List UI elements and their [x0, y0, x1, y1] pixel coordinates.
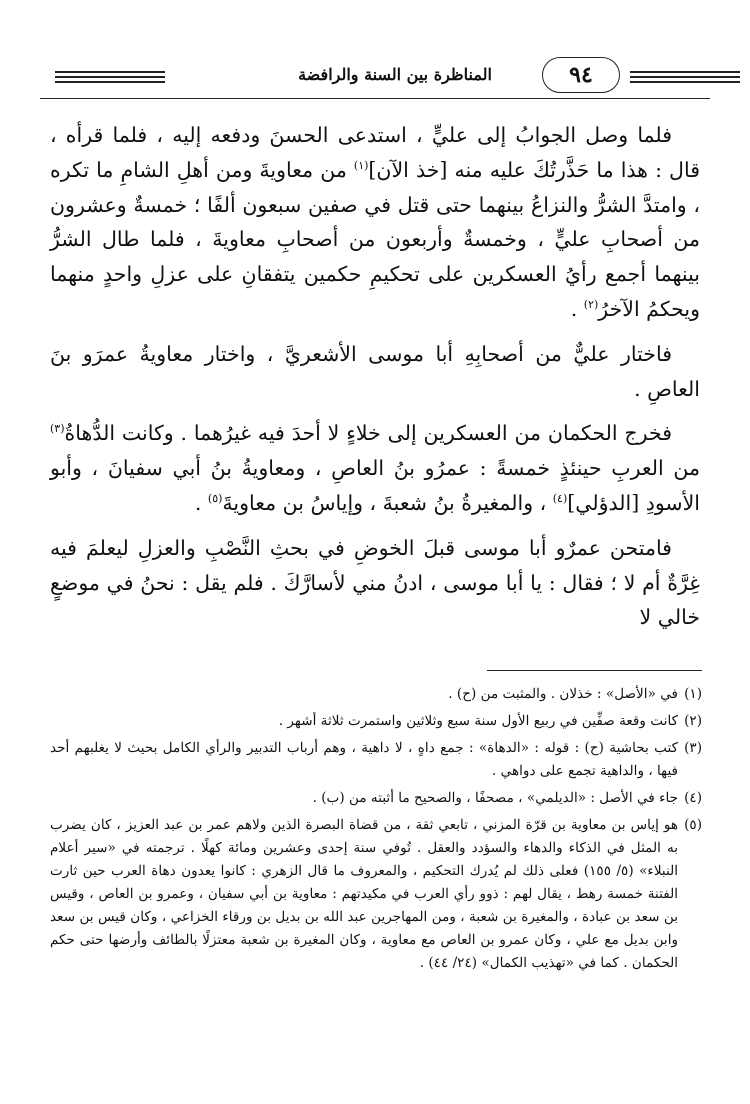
paragraph-text: . [194, 490, 208, 515]
footnote-text: جاء في الأصل : «الديلمي» ، مصحفًا ، والصحيح ما أثبته من (ب) . [312, 790, 679, 806]
paragraph-text: فلما وصل الجوابُ إلى عليٍّ ، استدعى الحسنَ ودفعه إليه ، فلما قرأه ، قال : هذا ما حَذَّرتُكَ عليه منه [خذ الآن] [50, 123, 700, 182]
footnote-number: (٣) [684, 740, 702, 756]
paragraph-text: من معاويةَ ومن أهلِ الشامِ ما تكره ، وامتدَّ الشرُّ والنزاعُ بينهما حتى قتل في صفين سبعون ألفًا ؛ خمسةٌ وعشرون من أصحابِ عليٍّ ، وخمسةٌ وأربعون من أصحابِ معاويةَ ، فلما طال الشرُّ بينهما أجمع رأيُ العسكرين على تحكيمِ حكمين يتفقانِ على عزلِ واحدٍ منهما ويحكمُ الآخرُ [50, 157, 700, 321]
paragraph-4: فامتحن عمرٌو أبا موسى قبلَ الخوضِ في بحثِ النَّصْبِ والعزلِ ليعلمَ فيه غِرَّةٌ أم لا ؛ فقال : يا أبا موسى ، ادنُ مني لأسارَّكَ . فلم يقل : نحنُ في موضعٍ خالي لا [50, 535, 700, 630]
paragraph-3 [50, 416, 700, 520]
footnote-number: (٤) [684, 790, 702, 806]
footnote-ref-1: (١) [353, 158, 369, 172]
footnote-text: في «الأصل» : خذلان . والمثبت من (ح) . [448, 686, 679, 702]
footnote-ref-5: (٥) [207, 492, 223, 506]
paragraph-text: . [570, 296, 584, 321]
footnote-separator [487, 670, 702, 671]
paragraph-text: ، والمغيرةُ بنُ شعبةَ ، وإياسُ بن معاويةَ [222, 490, 553, 515]
footnote-2 [50, 710, 702, 733]
footnote-number: (٢) [684, 713, 702, 729]
running-title: المناظرة بين السنة والرافضة [298, 65, 492, 84]
footnote-text: كتب بحاشية (ح) : قوله : «الدهاة» : جمع داهٍ ، لا داهية ، وهم أرباب التدبير والرأي الكامل بحيث لا يغلبهم أحد فيها ، والداهية تجمع على دواهي . [50, 740, 679, 779]
header-rule-left [55, 71, 165, 83]
footnote-3 [50, 737, 702, 783]
footnote-number: (٥) [684, 817, 702, 833]
footnote-ref-3: (٣) [50, 422, 65, 436]
header-rule-right [630, 71, 740, 83]
paragraph-text: فخرج الحكمان من العسكرين إلى خلاءٍ لا أحدَ فيه غيرُهما . وكانت الدُّهاةُ [64, 421, 672, 446]
footnote-text: هو إياس بن معاوية بن قرّة المزني ، تابعي ثقة ، من قضاة البصرة الذين ولاهم عمر بن عبد العزيز ، كان يضرب به المثل في الذكاء والدهاء والسؤدد والعقل . تُوفي سنة إحدى وعشرين ومائة كهلًا . ترجمته في «سير أعلام النبلاء» (٥/ ١٥٥) فعلى ذلك لم يُدرك التحكيم ، والمعروف ما قال الزهري : كانوا يعدون دهاة العرب حين ثارت الفتنة خمسة رهط ، يقال لهم : ذوو رأي العرب في مكيدتهم : معاوية بن أبي سفيان ، وعمرو بن العاص ، وقيس بن سعد بن عبادة ، والمغيرة بن شعبة ، ومن المهاجرين عبد الله بن بديل بن ورقاء الخزاعي ، وكان قيس بن سعد وابن بديل مع علي ، وكان عمرو بن العاص مع معاوية ، وكان المغيرة بن شعبة معتزلًا بالطائف وأرضها حتى حكم الحكمان . كما في «تهذيب الكمال» (٢٤/ ٤٤) . [50, 817, 679, 971]
page-number: ٩٤ [542, 57, 620, 93]
footnotes [50, 683, 702, 979]
footnote-1 [50, 683, 702, 706]
footnote-number: (١) [684, 686, 702, 702]
footnote-4 [50, 787, 702, 810]
footnote-ref-4: (٤) [552, 492, 568, 506]
paragraph-1 [50, 118, 700, 327]
paragraph-text: من العربِ حينئذٍ خمسةً : عمرُو بنُ العاصِ ، ومعاويةُ بنُ أبي سفيانَ ، وأبو الأسودِ [الدؤلي] [50, 456, 700, 515]
footnote-text: كانت وقعة صفِّين في ربيع الأول سنة سبع وثلاثين واستمرت ثلاثة أشهر . [278, 713, 679, 729]
footnote-5 [50, 814, 702, 975]
footnote-ref-2: (٢) [583, 298, 599, 312]
paragraph-2: فاختار عليٌّ من أصحابِهِ أبا موسى الأشعريَّ ، واختار معاويةُ عمرَو بنَ العاصِ . [50, 341, 700, 401]
main-text [50, 118, 700, 645]
header-underline [40, 98, 710, 99]
